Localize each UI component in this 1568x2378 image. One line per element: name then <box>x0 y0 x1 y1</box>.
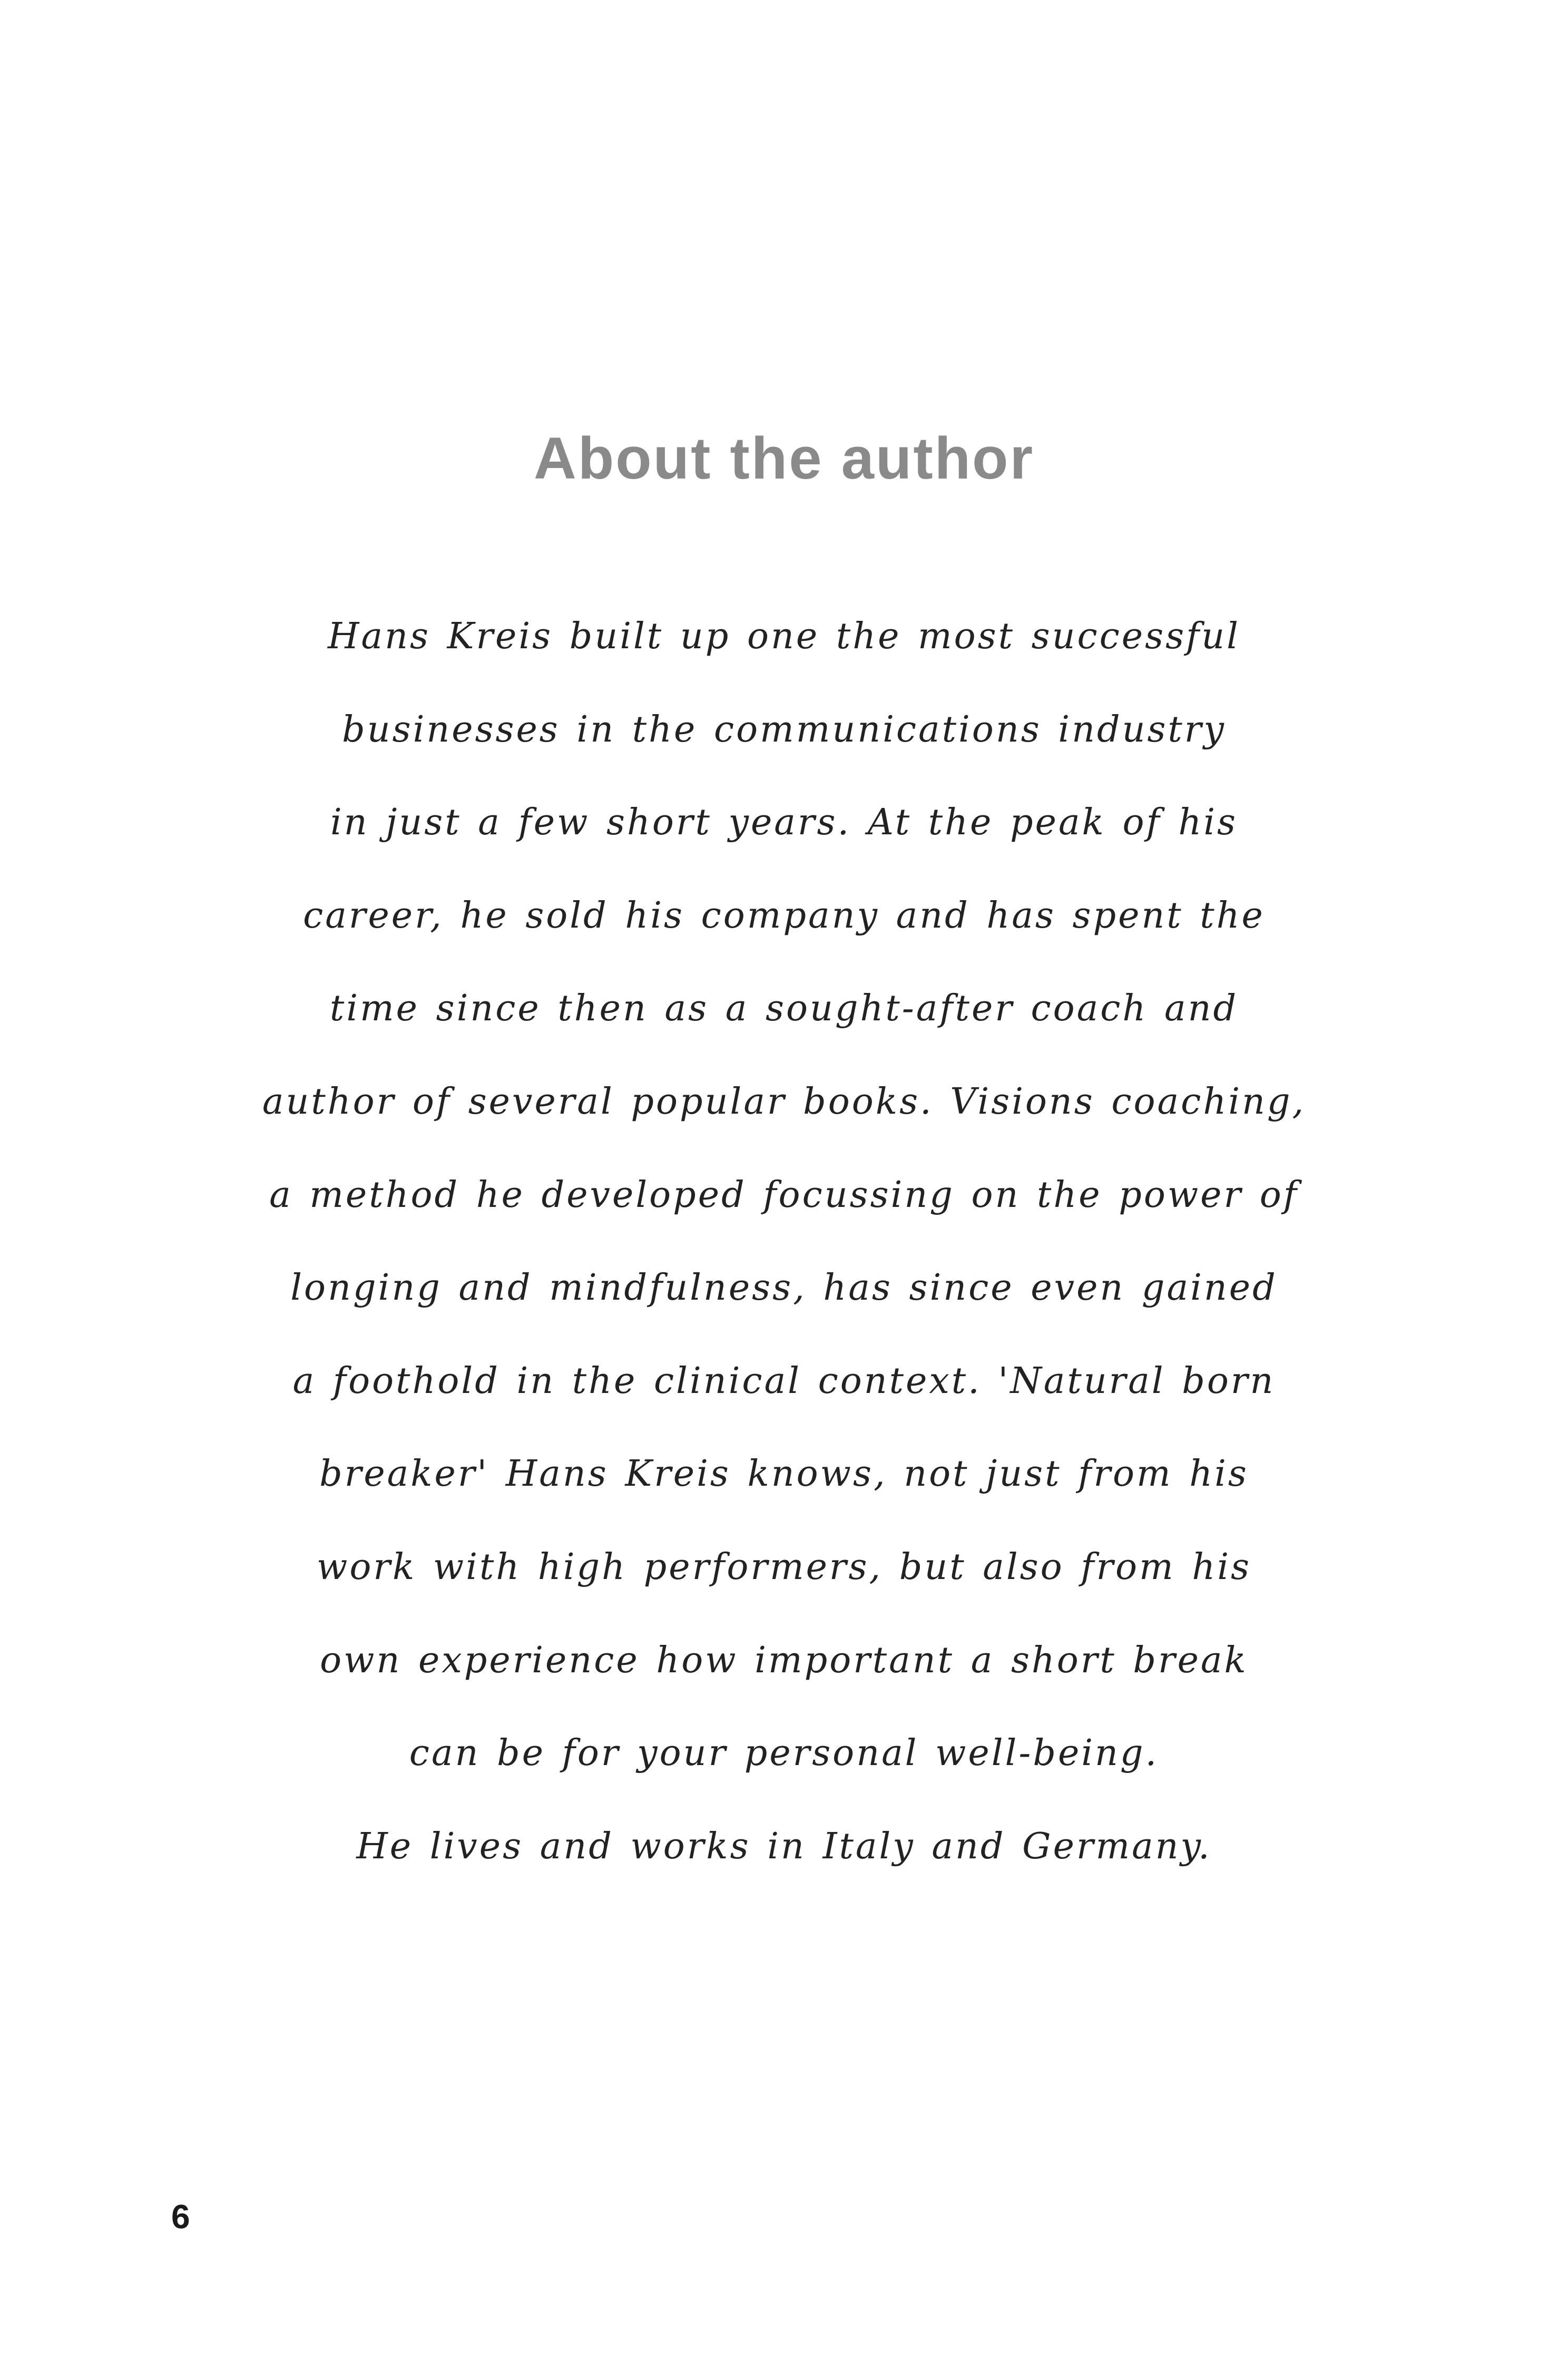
text-line: time since then as a sought-after coach and <box>329 988 1239 1030</box>
text-line: own experience how important a short break <box>320 1639 1248 1681</box>
page-number: 6 <box>171 2198 190 2236</box>
text-line: a method he developed focussing on the power of <box>269 1174 1299 1216</box>
text-line: businesses in the communications industry <box>342 708 1226 751</box>
text-line: Hans Kreis built up one the most successful <box>328 616 1240 657</box>
text-line: career, he sold his company and has spent the <box>303 894 1265 937</box>
text-line: breaker' Hans Kreis knows, not just from his <box>319 1453 1249 1495</box>
text-line: can be for your personal well-being. <box>409 1732 1159 1775</box>
text-line: He lives and works in Italy and Germany. <box>356 1825 1212 1867</box>
text-line: longing and mindfulness, has since even gained <box>290 1267 1278 1309</box>
text-line: a foothold in the clinical context. 'Natural born <box>292 1360 1276 1402</box>
text-line: in just a few short years. At the peak of his <box>330 802 1238 844</box>
text-line: author of several popular books. Visions coaching, <box>262 1080 1306 1123</box>
author-bio-paragraph <box>0 590 1568 1893</box>
page-title: About the author <box>533 425 1035 491</box>
text-line: work with high performers, but also from his <box>317 1546 1251 1588</box>
